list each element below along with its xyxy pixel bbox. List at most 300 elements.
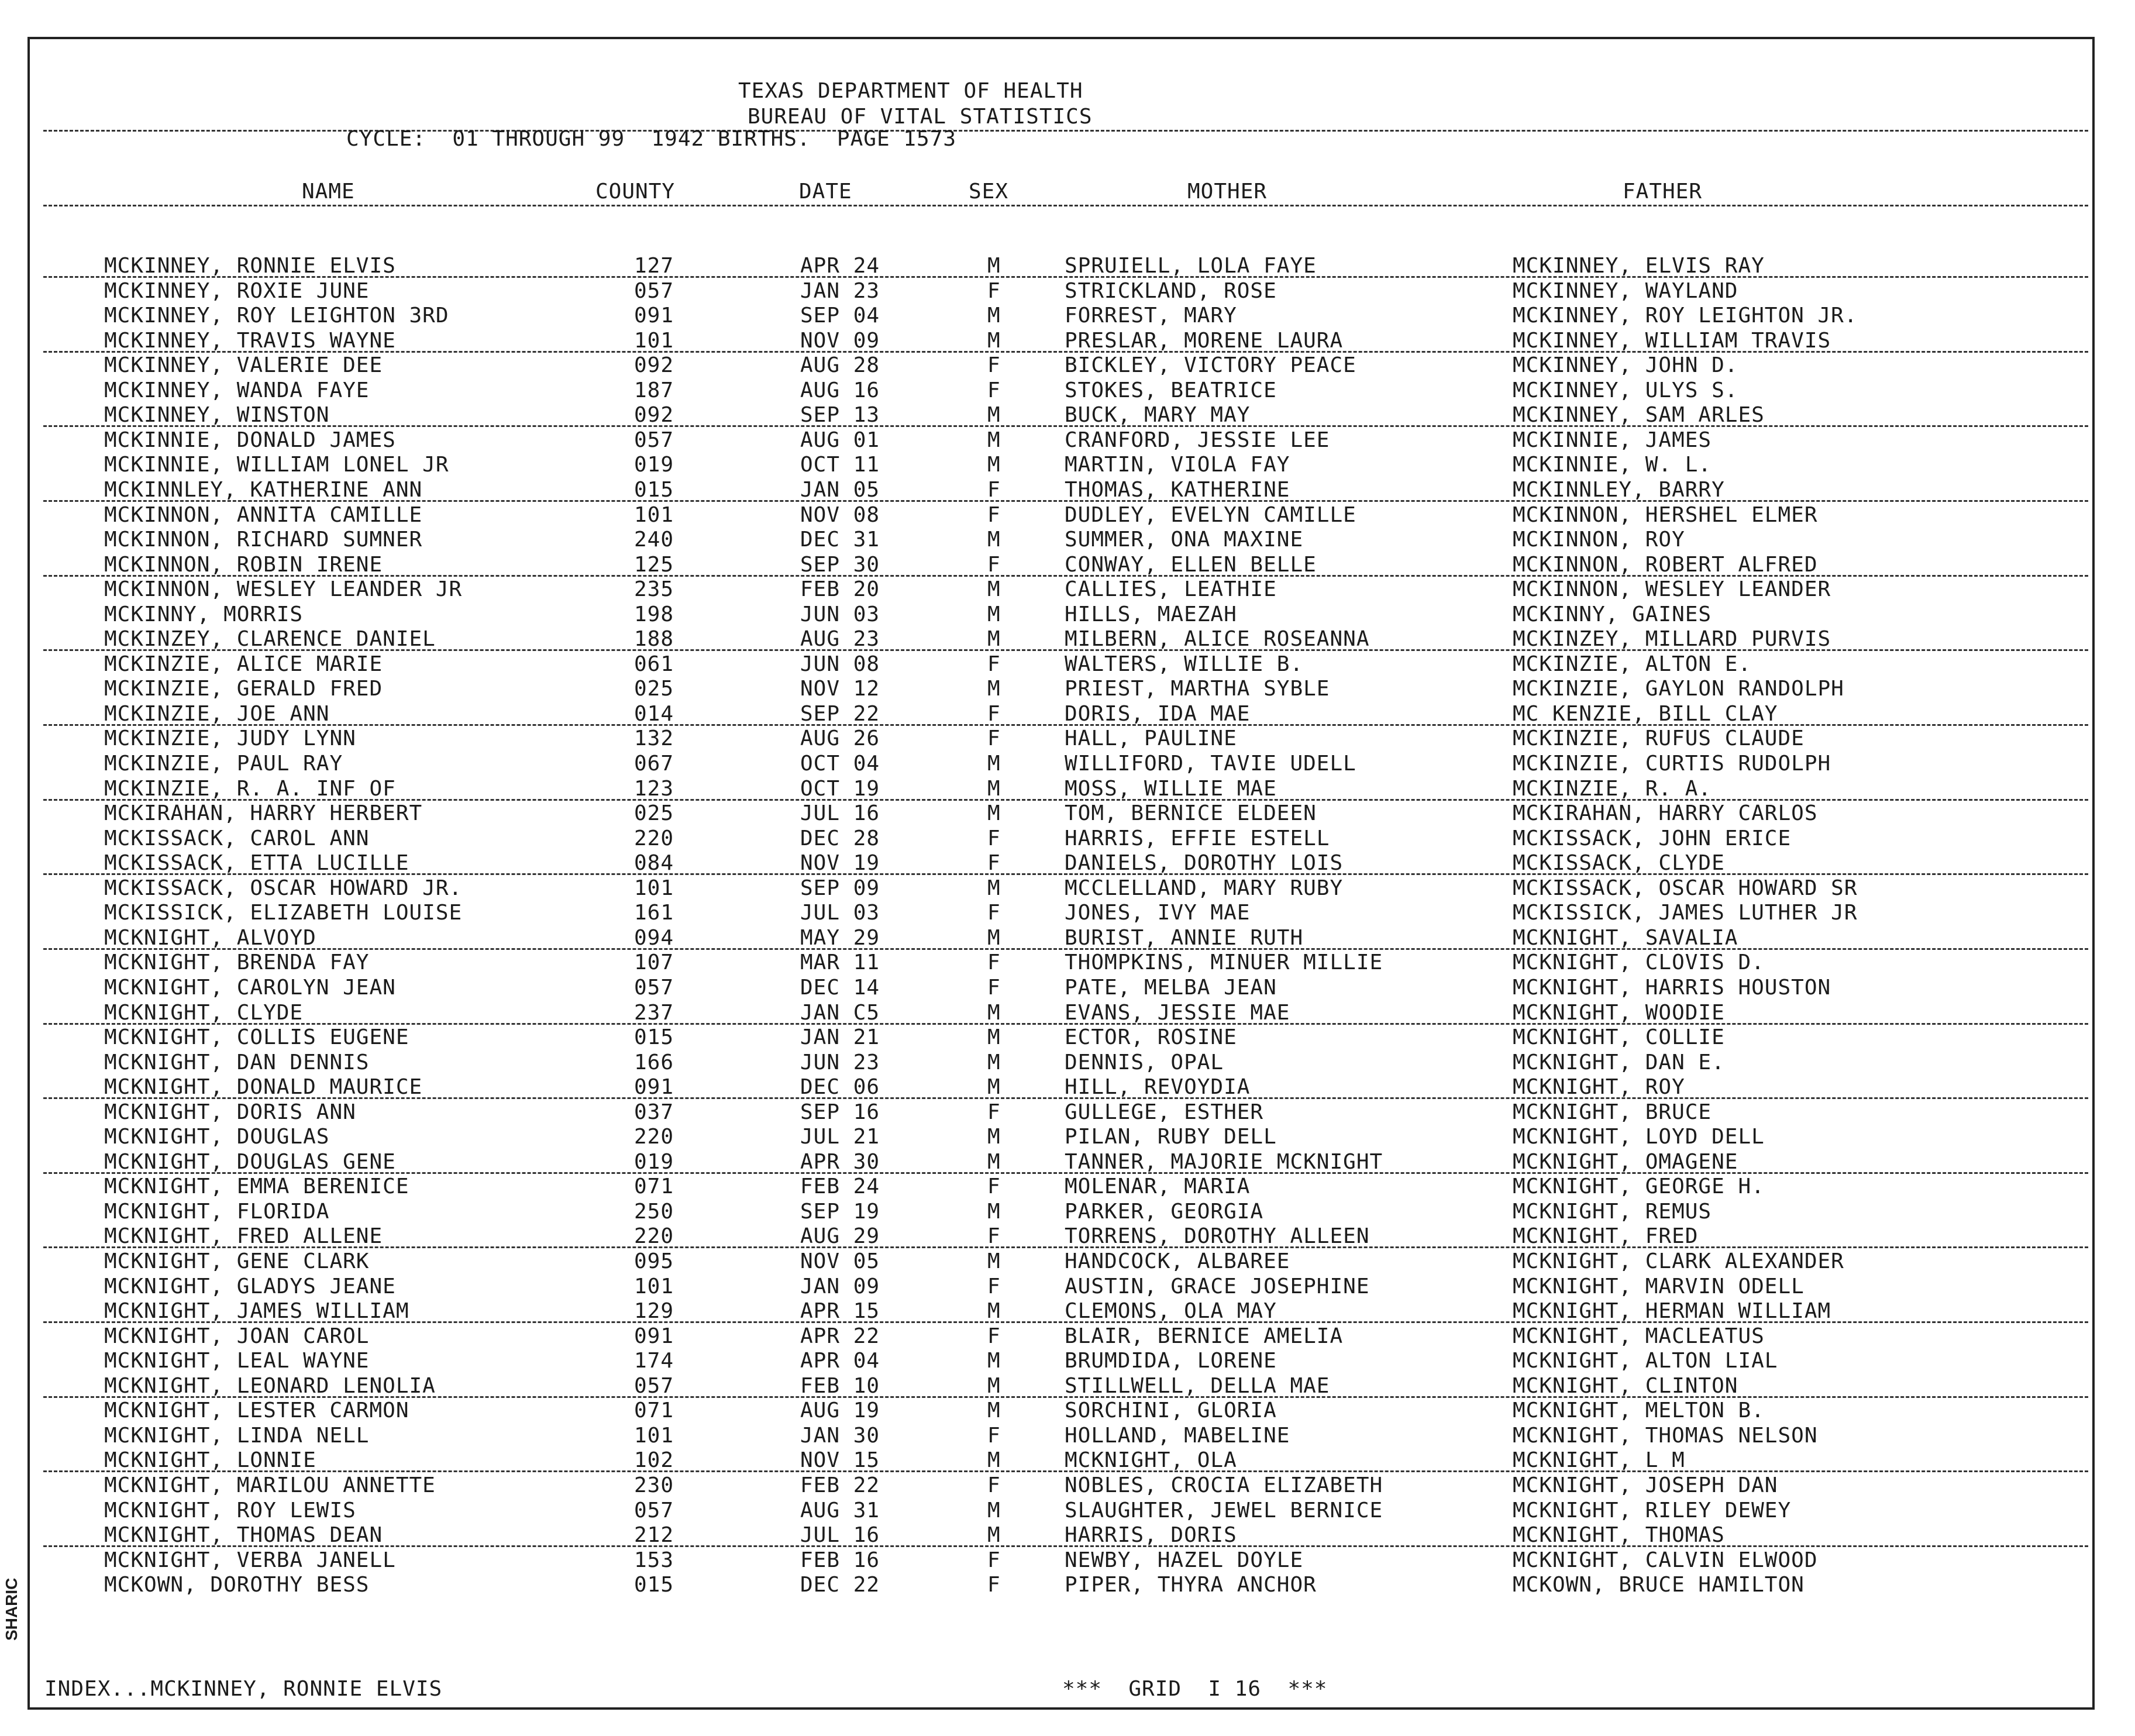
- cell-name: MCKNIGHT, JAMES WILLIAM: [104, 1299, 409, 1324]
- cell-date: SEP 30: [800, 552, 880, 577]
- table-row: [0, 1174, 2135, 1199]
- cell-county: 057: [634, 1498, 674, 1523]
- header-line-2: BUREAU OF VITAL STATISTICS: [748, 105, 1093, 129]
- cell-mother: HILL, REVOYDIA: [1065, 1075, 1251, 1100]
- cell-sex: F: [987, 950, 1001, 975]
- table-row: [0, 976, 2135, 1000]
- table-row: [0, 1150, 2135, 1174]
- cell-father: MCKNIGHT, BRUCE: [1513, 1100, 1712, 1124]
- cell-date: JAN 30: [800, 1423, 880, 1448]
- row-group-divider: [43, 724, 2088, 726]
- cell-sex: F: [987, 502, 1001, 527]
- cell-county: 101: [634, 1423, 674, 1448]
- cell-mother: TOM, BERNICE ELDEEN: [1065, 801, 1317, 826]
- cell-date: JAN 21: [800, 1025, 880, 1050]
- row-group-divider: [43, 276, 2088, 278]
- cell-sex: F: [987, 1274, 1001, 1298]
- cell-sex: F: [987, 378, 1001, 402]
- cell-mother: DANIELS, DOROTHY LOIS: [1065, 851, 1344, 876]
- cell-county: 220: [634, 826, 674, 850]
- cell-county: 237: [634, 1000, 674, 1025]
- cell-date: MAY 29: [800, 925, 880, 950]
- table-row: [0, 254, 2135, 278]
- cell-name: MCKNIGHT, DORIS ANN: [104, 1100, 356, 1124]
- cell-sex: M: [987, 1025, 1001, 1050]
- cell-father: MCKINNEY, JOHN D.: [1513, 353, 1738, 378]
- cell-father: MCKNIGHT, HERMAN WILLIAM: [1513, 1299, 1831, 1324]
- cell-father: MCKISSACK, JOHN ERICE: [1513, 826, 1792, 850]
- table-row: [0, 777, 2135, 801]
- cell-sex: F: [987, 901, 1001, 925]
- table-row: [0, 602, 2135, 627]
- cell-sex: M: [987, 1000, 1001, 1025]
- row-group-divider: [43, 1396, 2088, 1398]
- table-row: [0, 677, 2135, 701]
- cell-date: NOV 19: [800, 851, 880, 876]
- cell-county: 091: [634, 304, 674, 328]
- table-row: [0, 1224, 2135, 1249]
- cell-date: SEP 16: [800, 1100, 880, 1124]
- cell-mother: HARRIS, EFFIE ESTELL: [1065, 826, 1330, 850]
- cell-county: 240: [634, 528, 674, 552]
- cell-father: MCKINZIE, CURTIS RUDOLPH: [1513, 752, 1831, 776]
- cell-father: MCKNIGHT, RILEY DEWEY: [1513, 1498, 1792, 1523]
- cell-name: MCKISSACK, CAROL ANN: [104, 826, 370, 850]
- cell-name: MCKNIGHT, EMMA BERENICE: [104, 1174, 409, 1199]
- cell-county: 212: [634, 1523, 674, 1548]
- cell-sex: F: [987, 701, 1001, 726]
- cell-date: AUG 23: [800, 627, 880, 652]
- row-group-divider: [43, 425, 2088, 427]
- table-row: [0, 950, 2135, 975]
- cell-sex: F: [987, 1100, 1001, 1124]
- cell-date: FEB 22: [800, 1473, 880, 1497]
- table-row: [0, 826, 2135, 851]
- cell-date: JAN 09: [800, 1274, 880, 1298]
- cell-date: SEP 19: [800, 1199, 880, 1224]
- cell-county: 101: [634, 502, 674, 527]
- table-row: [0, 1349, 2135, 1373]
- table-row: [0, 1523, 2135, 1548]
- cell-county: 019: [634, 453, 674, 477]
- side-label: SHARIC: [2, 1577, 20, 1641]
- cell-date: JAN 23: [800, 278, 880, 303]
- cell-mother: BICKLEY, VICTORY PEACE: [1065, 353, 1356, 378]
- cell-name: MCKINNEY, ROY LEIGHTON 3RD: [104, 304, 449, 328]
- cell-father: MCKNIGHT, GEORGE H.: [1513, 1174, 1765, 1199]
- cell-sex: M: [987, 328, 1001, 353]
- cell-sex: F: [987, 477, 1001, 502]
- cell-county: 071: [634, 1399, 674, 1423]
- cell-sex: M: [987, 453, 1001, 477]
- cell-date: JUN 03: [800, 602, 880, 626]
- cell-name: MCKINNON, ANNITA CAMILLE: [104, 502, 423, 527]
- footer-index: INDEX...MCKINNEY, RONNIE ELVIS: [44, 1677, 443, 1701]
- cell-date: FEB 10: [800, 1373, 880, 1398]
- cell-mother: HANDCOCK, ALBAREE: [1065, 1249, 1290, 1273]
- cell-county: 015: [634, 1573, 674, 1597]
- cell-mother: CALLIES, LEATHIE: [1065, 577, 1277, 602]
- table-row: [0, 926, 2135, 950]
- cell-name: MCKINZIE, GERALD FRED: [104, 677, 383, 701]
- cell-sex: F: [987, 1324, 1001, 1348]
- cell-name: MCKINNON, RICHARD SUMNER: [104, 528, 423, 552]
- cell-mother: FORREST, MARY: [1065, 304, 1237, 328]
- cell-name: MCKNIGHT, ROY LEWIS: [104, 1498, 356, 1523]
- cell-county: 084: [634, 851, 674, 876]
- col-header-father: FATHER: [1623, 180, 1703, 204]
- cell-father: MCKNIGHT, CLARK ALEXANDER: [1513, 1249, 1844, 1273]
- cell-sex: M: [987, 776, 1001, 801]
- table-row: [0, 876, 2135, 901]
- cell-name: MCKINZIE, JOE ANN: [104, 701, 330, 726]
- cell-date: JAN 05: [800, 477, 880, 502]
- row-group-divider: [43, 1246, 2088, 1248]
- cell-sex: M: [987, 1523, 1001, 1548]
- cell-father: MCKNIGHT, OMAGENE: [1513, 1149, 1738, 1174]
- table-row: [0, 1125, 2135, 1149]
- cell-sex: M: [987, 1498, 1001, 1523]
- table-row: [0, 901, 2135, 925]
- cell-sex: M: [987, 801, 1001, 826]
- table-row: [0, 403, 2135, 428]
- cell-county: 153: [634, 1548, 674, 1572]
- cell-county: 101: [634, 328, 674, 353]
- cell-father: MCKNIGHT, THOMAS: [1513, 1523, 1725, 1548]
- table-row: [0, 1200, 2135, 1224]
- table-row: [0, 726, 2135, 751]
- cell-date: AUG 28: [800, 353, 880, 378]
- cell-date: SEP 22: [800, 701, 880, 726]
- cell-date: DEC 14: [800, 975, 880, 1000]
- cell-name: MCKNIGHT, JOAN CAROL: [104, 1324, 370, 1348]
- cell-date: APR 22: [800, 1324, 880, 1348]
- cell-county: 092: [634, 403, 674, 428]
- cell-father: MCKINZIE, R. A.: [1513, 776, 1712, 801]
- cell-father: MCKNIGHT, MELTON B.: [1513, 1399, 1765, 1423]
- cell-county: 095: [634, 1249, 674, 1273]
- table-row: [0, 1100, 2135, 1125]
- cell-sex: M: [987, 528, 1001, 552]
- cell-name: MCKINNEY, WANDA FAYE: [104, 378, 370, 402]
- row-group-divider: [43, 1097, 2088, 1099]
- cell-mother: MOLENAR, MARIA: [1065, 1174, 1251, 1199]
- cell-mother: DORIS, IDA MAE: [1065, 701, 1251, 726]
- cell-date: NOV 05: [800, 1249, 880, 1273]
- table-row: [0, 1299, 2135, 1324]
- cell-father: MCKNIGHT, HARRIS HOUSTON: [1513, 975, 1831, 1000]
- cell-mother: STOKES, BEATRICE: [1065, 378, 1277, 402]
- table-row: [0, 1025, 2135, 1050]
- cell-sex: F: [987, 353, 1001, 378]
- cell-mother: JONES, IVY MAE: [1065, 901, 1251, 925]
- cell-name: MCKNIGHT, LONNIE: [104, 1448, 316, 1473]
- cell-sex: M: [987, 403, 1001, 428]
- cell-sex: F: [987, 975, 1001, 1000]
- cell-father: MCKNIGHT, JOSEPH DAN: [1513, 1473, 1778, 1497]
- cell-father: MCKNIGHT, SAVALIA: [1513, 925, 1738, 950]
- cell-mother: AUSTIN, GRACE JOSEPHINE: [1065, 1274, 1370, 1298]
- cell-date: DEC 22: [800, 1573, 880, 1597]
- cell-date: DEC 28: [800, 826, 880, 850]
- cell-sex: M: [987, 602, 1001, 626]
- cell-mother: CRANFORD, JESSIE LEE: [1065, 428, 1330, 452]
- cell-mother: MILBERN, ALICE ROSEANNA: [1065, 627, 1370, 652]
- cell-date: SEP 09: [800, 876, 880, 900]
- cell-name: MCKINNIE, WILLIAM LONEL JR: [104, 453, 449, 477]
- cell-county: 057: [634, 1373, 674, 1398]
- cell-sex: F: [987, 1423, 1001, 1448]
- cell-county: 187: [634, 378, 674, 402]
- cell-father: MCKINNON, HERSHEL ELMER: [1513, 502, 1818, 527]
- cell-sex: M: [987, 1075, 1001, 1100]
- table-row: [0, 752, 2135, 776]
- col-header-sex: SEX: [969, 180, 1009, 204]
- table-row: [0, 1499, 2135, 1523]
- table-row: [0, 528, 2135, 552]
- cell-mother: THOMPKINS, MINUER MILLIE: [1065, 950, 1383, 975]
- cell-county: 102: [634, 1448, 674, 1473]
- cell-father: MCKNIGHT, MARVIN ODELL: [1513, 1274, 1805, 1298]
- cell-sex: M: [987, 1149, 1001, 1174]
- cell-name: MCKINNLEY, KATHERINE ANN: [104, 477, 423, 502]
- cell-date: AUG 01: [800, 428, 880, 452]
- table-row: [0, 1573, 2135, 1597]
- table-row: [0, 304, 2135, 328]
- cell-date: FEB 20: [800, 577, 880, 602]
- cell-sex: M: [987, 1125, 1001, 1149]
- cell-name: MCKNIGHT, DAN DENNIS: [104, 1050, 370, 1074]
- cell-name: MCKNIGHT, LESTER CARMON: [104, 1399, 409, 1423]
- cell-name: MCKISSACK, ETTA LUCILLE: [104, 851, 409, 876]
- row-group-divider: [43, 649, 2088, 651]
- row-group-divider: [43, 873, 2088, 875]
- cell-sex: F: [987, 1224, 1001, 1249]
- cell-county: 092: [634, 353, 674, 378]
- cell-father: MCKNIGHT, FRED: [1513, 1224, 1699, 1249]
- cell-county: 161: [634, 901, 674, 925]
- cell-county: 094: [634, 925, 674, 950]
- cell-father: MCKINNLEY, BARRY: [1513, 477, 1725, 502]
- cell-date: SEP 04: [800, 304, 880, 328]
- cell-county: 061: [634, 652, 674, 676]
- table-row: [0, 329, 2135, 353]
- cell-county: 091: [634, 1075, 674, 1100]
- row-group-divider: [43, 500, 2088, 502]
- cell-county: 037: [634, 1100, 674, 1124]
- cell-date: FEB 16: [800, 1548, 880, 1572]
- cell-name: MCKNIGHT, DOUGLAS: [104, 1125, 330, 1149]
- cell-date: APR 15: [800, 1299, 880, 1324]
- cell-sex: F: [987, 726, 1001, 751]
- cell-county: 091: [634, 1324, 674, 1348]
- row-group-divider: [43, 1023, 2088, 1025]
- cell-name: MCKOWN, DOROTHY BESS: [104, 1573, 370, 1597]
- cell-father: MCKNIGHT, ROY: [1513, 1075, 1685, 1100]
- table-row: [0, 1324, 2135, 1349]
- cell-sex: F: [987, 278, 1001, 303]
- cell-mother: PARKER, GEORGIA: [1065, 1199, 1264, 1224]
- cell-sex: M: [987, 1448, 1001, 1473]
- cell-date: AUG 31: [800, 1498, 880, 1523]
- cell-county: 071: [634, 1174, 674, 1199]
- table-row: [0, 1075, 2135, 1100]
- cell-mother: MCCLELLAND, MARY RUBY: [1065, 876, 1344, 900]
- cell-name: MCKINZIE, JUDY LYNN: [104, 726, 356, 751]
- cell-name: MCKNIGHT, CAROLYN JEAN: [104, 975, 396, 1000]
- cell-name: MCKNIGHT, DOUGLAS GENE: [104, 1149, 396, 1174]
- cell-name: MCKINZIE, PAUL RAY: [104, 752, 343, 776]
- cell-date: JAN C5: [800, 1000, 880, 1025]
- cell-father: MCKISSICK, JAMES LUTHER JR: [1513, 901, 1858, 925]
- cell-father: MCKNIGHT, COLLIE: [1513, 1025, 1725, 1050]
- cell-mother: HALL, PAULINE: [1065, 726, 1237, 751]
- col-header-county: COUNTY: [595, 180, 676, 204]
- cell-date: NOV 08: [800, 502, 880, 527]
- cell-name: MCKNIGHT, LEONARD LENOLIA: [104, 1373, 436, 1398]
- cell-mother: PIPER, THYRA ANCHOR: [1065, 1573, 1317, 1597]
- cell-father: MCKNIGHT, MACLEATUS: [1513, 1324, 1765, 1348]
- cell-date: NOV 09: [800, 328, 880, 353]
- cell-father: MCKNIGHT, CLOVIS D.: [1513, 950, 1765, 975]
- cell-sex: M: [987, 677, 1001, 701]
- cell-father: MCKINNEY, SAM ARLES: [1513, 403, 1765, 428]
- cell-mother: THOMAS, KATHERINE: [1065, 477, 1290, 502]
- cell-mother: SORCHINI, GLORIA: [1065, 1399, 1277, 1423]
- cell-name: MCKINZEY, CLARENCE DANIEL: [104, 627, 436, 652]
- cell-sex: F: [987, 1573, 1001, 1597]
- table-row: [0, 553, 2135, 577]
- cell-county: 101: [634, 876, 674, 900]
- cell-county: 057: [634, 278, 674, 303]
- cell-sex: F: [987, 1174, 1001, 1199]
- cell-county: 166: [634, 1050, 674, 1074]
- cell-county: 198: [634, 602, 674, 626]
- cell-county: 230: [634, 1473, 674, 1497]
- cell-mother: TORRENS, DOROTHY ALLEEN: [1065, 1224, 1370, 1249]
- cell-county: 057: [634, 975, 674, 1000]
- cell-name: MCKINNEY, RONNIE ELVIS: [104, 254, 396, 278]
- cell-name: MCKISSACK, OSCAR HOWARD JR.: [104, 876, 463, 900]
- cell-date: MAR 11: [800, 950, 880, 975]
- cell-date: APR 04: [800, 1349, 880, 1373]
- cell-father: MCKINNON, ROBERT ALFRED: [1513, 552, 1818, 577]
- cell-father: MCKOWN, BRUCE HAMILTON: [1513, 1573, 1805, 1597]
- cell-county: 015: [634, 1025, 674, 1050]
- row-group-divider: [43, 1172, 2088, 1174]
- table-row: [0, 1473, 2135, 1498]
- cell-county: 107: [634, 950, 674, 975]
- cell-county: 019: [634, 1149, 674, 1174]
- cell-date: NOV 15: [800, 1448, 880, 1473]
- col-header-mother: MOTHER: [1187, 180, 1268, 204]
- cell-date: OCT 04: [800, 752, 880, 776]
- cell-father: MCKINNIE, JAMES: [1513, 428, 1712, 452]
- cell-sex: M: [987, 428, 1001, 452]
- cell-sex: M: [987, 304, 1001, 328]
- cell-date: JUL 16: [800, 801, 880, 826]
- cell-father: MCKINZIE, ALTON E.: [1513, 652, 1752, 676]
- cell-mother: EVANS, JESSIE MAE: [1065, 1000, 1290, 1025]
- cell-name: MCKNIGHT, ALVOYD: [104, 925, 316, 950]
- cell-mother: PATE, MELBA JEAN: [1065, 975, 1277, 1000]
- cell-date: DEC 06: [800, 1075, 880, 1100]
- cell-county: 132: [634, 726, 674, 751]
- cell-sex: M: [987, 1399, 1001, 1423]
- cell-county: 067: [634, 752, 674, 776]
- cell-father: MCKINZIE, GAYLON RANDOLPH: [1513, 677, 1844, 701]
- cell-date: JUN 08: [800, 652, 880, 676]
- cell-father: MCKINNON, WESLEY LEANDER: [1513, 577, 1831, 602]
- table-row: [0, 627, 2135, 652]
- cell-mother: SLAUGHTER, JEWEL BERNICE: [1065, 1498, 1383, 1523]
- header-line-1: TEXAS DEPARTMENT OF HEALTH: [738, 79, 1083, 103]
- cell-date: AUG 16: [800, 378, 880, 402]
- table-row: [0, 1001, 2135, 1025]
- cell-father: MCKNIGHT, L M: [1513, 1448, 1685, 1473]
- cell-mother: WALTERS, WILLIE B.: [1065, 652, 1304, 676]
- table-row: [0, 1448, 2135, 1473]
- cell-county: 025: [634, 801, 674, 826]
- table-row: [0, 1374, 2135, 1399]
- cell-father: MCKNIGHT, CALVIN ELWOOD: [1513, 1548, 1818, 1572]
- cell-father: MCKNIGHT, WOODIE: [1513, 1000, 1725, 1025]
- cell-sex: M: [987, 925, 1001, 950]
- cell-mother: NEWBY, HAZEL DOYLE: [1065, 1548, 1304, 1572]
- table-row: [0, 503, 2135, 528]
- cell-name: MCKINNY, MORRIS: [104, 602, 304, 626]
- cell-father: MCKISSACK, CLYDE: [1513, 851, 1725, 876]
- table-row: [0, 478, 2135, 502]
- row-group-divider: [43, 575, 2088, 577]
- cell-date: OCT 11: [800, 453, 880, 477]
- col-header-name: NAME: [302, 180, 355, 204]
- cell-name: MCKNIGHT, VERBA JANELL: [104, 1548, 396, 1572]
- cell-mother: CLEMONS, OLA MAY: [1065, 1299, 1277, 1324]
- cell-mother: MARTIN, VIOLA FAY: [1065, 453, 1290, 477]
- cell-father: MCKINNEY, ROY LEIGHTON JR.: [1513, 304, 1858, 328]
- row-group-divider: [43, 1321, 2088, 1323]
- cell-name: MCKNIGHT, THOMAS DEAN: [104, 1523, 383, 1548]
- cell-father: MCKISSACK, OSCAR HOWARD SR: [1513, 876, 1858, 900]
- cell-father: MCKINNY, GAINES: [1513, 602, 1712, 626]
- cell-mother: MCKNIGHT, OLA: [1065, 1448, 1237, 1473]
- cell-mother: NOBLES, CROCIA ELIZABETH: [1065, 1473, 1383, 1497]
- cell-name: MCKINNEY, VALERIE DEE: [104, 353, 383, 378]
- cell-mother: HARRIS, DORIS: [1065, 1523, 1237, 1548]
- cell-mother: MOSS, WILLIE MAE: [1065, 776, 1277, 801]
- cell-sex: F: [987, 1548, 1001, 1572]
- cell-county: 014: [634, 701, 674, 726]
- cell-mother: SUMMER, ONA MAXINE: [1065, 528, 1304, 552]
- cell-date: JUL 03: [800, 901, 880, 925]
- cell-father: MCKINNIE, W. L.: [1513, 453, 1712, 477]
- cycle-line: CYCLE: 01 THROUGH 99 1942 BIRTHS. PAGE 1573: [346, 127, 956, 151]
- cell-name: MCKNIGHT, LINDA NELL: [104, 1423, 370, 1448]
- cell-date: OCT 19: [800, 776, 880, 801]
- cell-name: MCKINNEY, WINSTON: [104, 403, 330, 428]
- footer-grid: *** GRID I 16 ***: [1062, 1677, 1328, 1701]
- cell-name: MCKNIGHT, MARILOU ANNETTE: [104, 1473, 436, 1497]
- cell-name: MCKINNON, ROBIN IRENE: [104, 552, 383, 577]
- cell-mother: BUCK, MARY MAY: [1065, 403, 1251, 428]
- cell-mother: STRICKLAND, ROSE: [1065, 278, 1277, 303]
- cell-father: MCKNIGHT, LOYD DELL: [1513, 1125, 1765, 1149]
- table-row: [0, 801, 2135, 826]
- cell-mother: DUDLEY, EVELYN CAMILLE: [1065, 502, 1356, 527]
- cell-sex: M: [987, 577, 1001, 602]
- cell-sex: F: [987, 652, 1001, 676]
